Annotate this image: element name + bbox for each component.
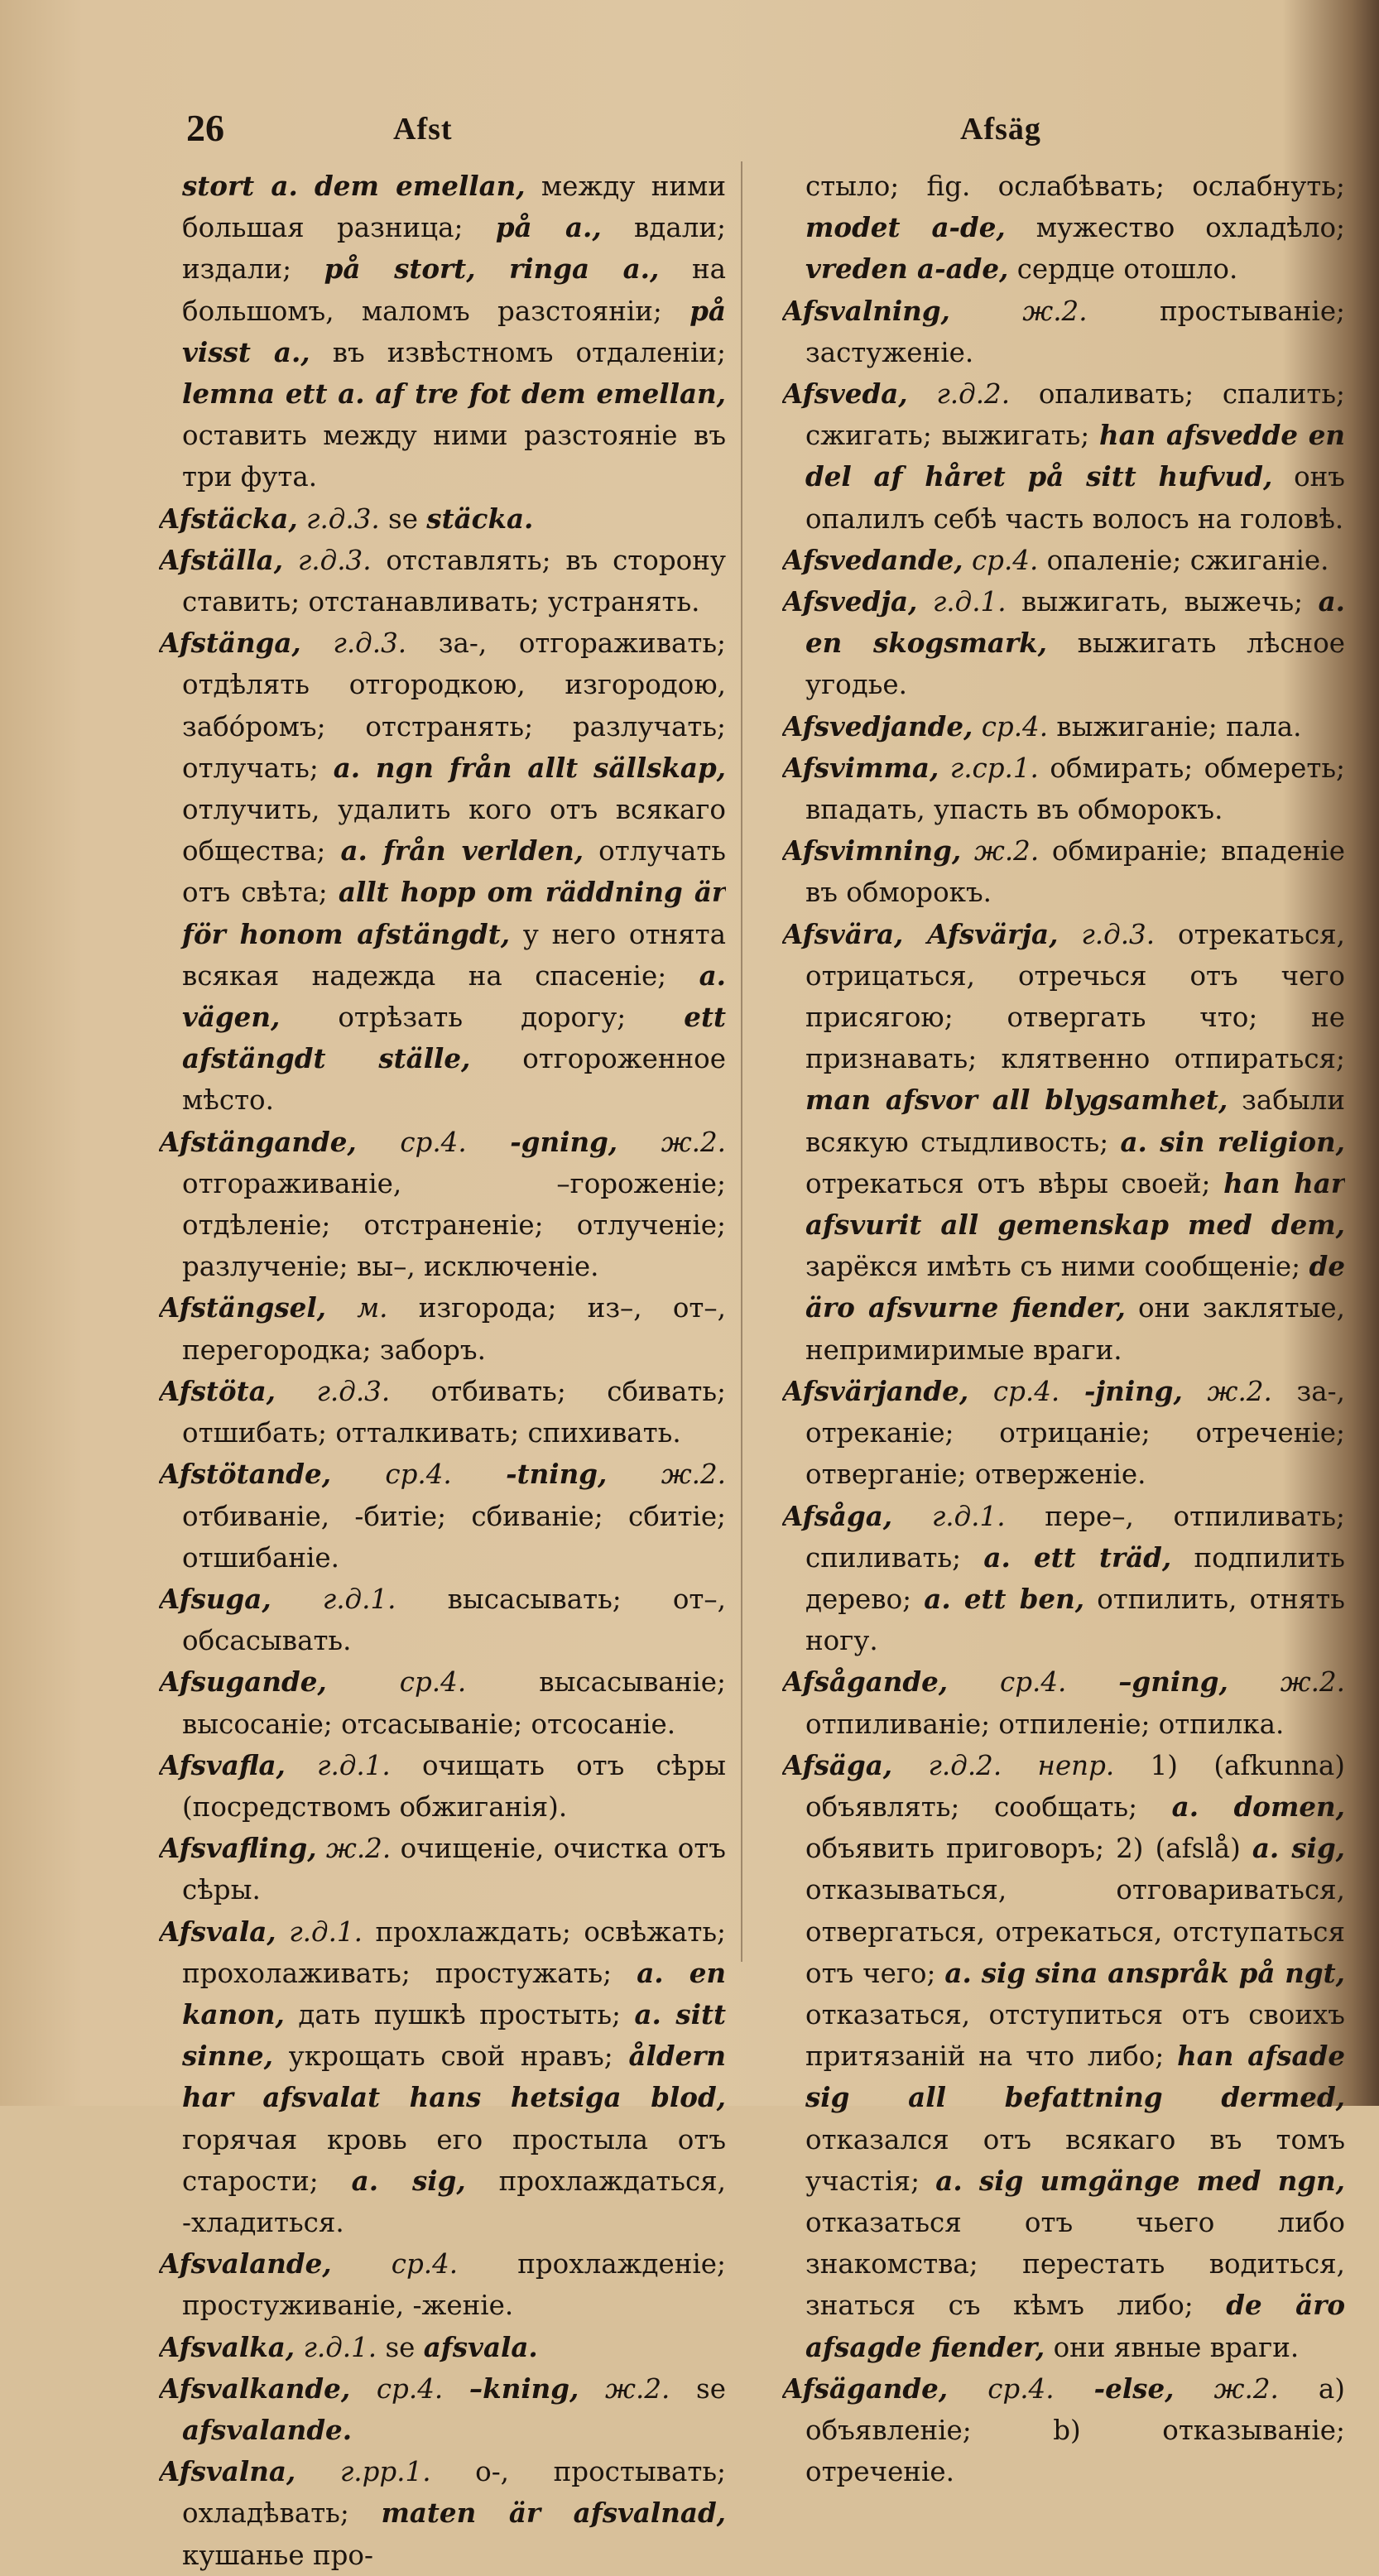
dictionary-entry	[159, 1371, 726, 1454]
russian-translation	[443, 2373, 469, 2405]
swedish-example: han har afsvurit all gemenskap med dem,	[805, 1166, 1345, 1242]
headword: Afstäcka,	[159, 502, 298, 535]
russian-translation: дать пушкѣ простыть;	[284, 1998, 635, 2031]
swedish-example: a. ngn från allt sällskap,	[333, 751, 726, 784]
headword: Afsuga,	[159, 1582, 271, 1615]
russian-translation: отлучать отъ свѣта;	[182, 835, 726, 909]
russian-translation: опаленіе; сжиганіе.	[1038, 544, 1329, 576]
headword: Afstängsel,	[159, 1291, 326, 1324]
headword: Afstötande,	[159, 1458, 332, 1491]
russian-translation: отказаться, отступиться отъ своихъ притязаній на что либо;	[805, 1998, 1345, 2073]
grammar-label: ср.4.	[350, 2372, 444, 2405]
grammar-label: ср.4.	[331, 2248, 459, 2280]
russian-translation: se	[670, 2372, 726, 2405]
russian-translation: отказаться отъ чьего либо знакомства; перестать водиться, знаться съ кѣмъ либо;	[805, 2206, 1345, 2322]
russian-translation: очищеніе, очистка отъ сѣры.	[182, 1833, 726, 1906]
russian-translation: за-, отреканіе; отрицаніе; отреченіе; отверганіе; отверженіе.	[805, 1375, 1345, 1491]
headword: Afsägande,	[782, 2372, 949, 2405]
russian-translation: se	[379, 502, 427, 535]
grammar-label: ср.4.	[356, 1126, 467, 1158]
grammar-label: ж.2.	[316, 1833, 392, 1865]
dictionary-entry	[782, 291, 1345, 373]
dictionary-entry	[159, 1745, 726, 1828]
grammar-label: ср.4.	[973, 710, 1049, 743]
russian-translation: отбивать; сбивать; отшибать; отталкивать; спихивать.	[182, 1375, 726, 1449]
swedish-example: a. domen,	[1171, 1790, 1345, 1823]
swedish-example: –gning,	[1118, 1665, 1228, 1699]
swedish-example: modet a-de,	[805, 211, 1006, 244]
headword: Afsvedjande,	[782, 709, 973, 743]
grammar-label: г.д.1.	[276, 1915, 363, 1948]
dictionary-entry	[782, 1745, 1345, 2368]
headword: Afsvalka,	[159, 2330, 296, 2363]
headword: Afsåga,	[782, 1499, 893, 1532]
dictionary-entry	[159, 498, 726, 540]
russian-translation: въ извѣстномъ отдаленіи;	[310, 336, 726, 368]
dictionary-entry	[782, 1496, 1345, 1662]
swedish-example: stort a. dem emellan,	[182, 170, 526, 202]
dictionary-entry	[782, 1661, 1345, 1744]
grammar-label: г.д.3.	[276, 1375, 391, 1407]
swedish-example: afsvala.	[423, 2330, 538, 2363]
grammar-label: м.	[325, 1292, 388, 1324]
headword: Afsågande,	[782, 1665, 949, 1699]
column-divider	[741, 161, 742, 1962]
headword: Afsvära, Afsvärja,	[782, 917, 1059, 950]
russian-translation	[467, 1127, 511, 1158]
swedish-example: a. ett ben,	[924, 1582, 1085, 1615]
grammar-label: ж.2.	[579, 2372, 670, 2405]
grammar-label: ж.2.	[617, 1126, 726, 1158]
grammar-label: г.д.1.	[285, 1749, 391, 1781]
page-number: 26	[186, 107, 224, 149]
russian-translation: вдали; издали;	[182, 212, 726, 286]
russian-translation: изгорода; из–, от–, перегородка; заборъ.	[182, 1292, 726, 1366]
russian-translation: сердце отошло.	[1008, 253, 1238, 286]
russian-translation: кушанье про-	[182, 2539, 373, 2571]
swedish-example: ett afstängdt ställe,	[182, 1001, 726, 1075]
grammar-label: г.рр.1.	[296, 2456, 431, 2488]
russian-translation: обмирать; обмереть; впадать, упасть въ обморокъ.	[805, 752, 1345, 826]
grammar-label: ж.2.	[607, 1459, 726, 1491]
dictionary-entry	[159, 622, 726, 1121]
swedish-example: -gning,	[510, 1125, 618, 1158]
russian-translation: отбиваніе, -битіе; сбиваніе; сбитіе; отшибаніе.	[182, 1500, 726, 1574]
grammar-label: ср.4.	[948, 2372, 1055, 2405]
headword: Afsvalande,	[159, 2247, 332, 2280]
russian-translation: выжигать лѣсное угодье.	[805, 627, 1345, 701]
swedish-example: a. från verlden,	[340, 834, 584, 867]
headword: Afstöta,	[159, 1374, 276, 1407]
grammar-label: ср.4.	[326, 1666, 467, 1699]
entry-continuation	[159, 166, 726, 498]
headword: Afsvimma,	[782, 751, 939, 784]
swedish-example: -jning,	[1084, 1374, 1183, 1407]
grammar-label: ср.4.	[331, 1459, 452, 1491]
dictionary-entry	[159, 2368, 726, 2451]
right-column	[782, 166, 1345, 2492]
dictionary-entry	[782, 540, 1345, 581]
grammar-label: ср.4.	[968, 1375, 1060, 1407]
swedish-example: på stort, ringa a.,	[324, 252, 660, 286]
swedish-example: de äro afsagde fiender,	[805, 2289, 1345, 2363]
dictionary-entry	[782, 1371, 1345, 1496]
swedish-example: han afsvedde en del af håret på sitt hufvud,	[805, 419, 1345, 493]
russian-translation: за-, отгораживать; отдѣлять отгородкою, изгородою, забо́ромъ; отстранять; разлучать; отлучать;	[182, 627, 726, 784]
russian-translation: отпилить, отнять ногу.	[805, 1583, 1345, 1657]
russian-translation	[452, 1459, 506, 1490]
russian-translation: отказываться, отговариваться, отвергаться, отрекаться, отступаться отъ чего;	[805, 1874, 1345, 1989]
dictionary-entry	[782, 914, 1345, 1371]
dictionary-entry	[782, 706, 1345, 747]
headword: Afsvafla,	[159, 1748, 286, 1781]
russian-translation: очищать отъ сѣры (посредствомъ обжиганія).	[182, 1749, 726, 1823]
russian-translation	[1059, 1376, 1084, 1407]
swedish-example: a. en skogsmark,	[805, 585, 1345, 660]
headword: Afsvimning,	[782, 834, 962, 867]
dictionary-entry	[159, 1579, 726, 1661]
dictionary-entry	[159, 1661, 726, 1744]
russian-translation: прохлаждать; освѣжать; прохолаживать; простужать;	[182, 1915, 726, 1989]
headword: Afstängande,	[159, 1125, 357, 1158]
swedish-example: maten är afsvalnad,	[381, 2497, 726, 2530]
left-column	[159, 166, 726, 2576]
russian-translation: прохлаждаться, -хладиться.	[182, 2165, 726, 2238]
russian-translation: выжигать, выжечь;	[1006, 586, 1319, 618]
grammar-label: г.д.1.	[892, 1500, 1006, 1532]
russian-translation	[1055, 2373, 1094, 2405]
dictionary-entry	[782, 2368, 1345, 2493]
dictionary-entry	[159, 2451, 726, 2576]
swedish-example: man afsvor all blygsamhet,	[805, 1084, 1228, 1117]
russian-translation: подпилить дерево;	[805, 1541, 1345, 1615]
russian-translation: se	[377, 2331, 424, 2363]
dictionary-entry	[159, 1122, 726, 1288]
grammar-label: г.д.3.	[1058, 918, 1156, 950]
russian-translation: отлучить, удалить кого отъ всякаго общества;	[182, 794, 726, 867]
grammar-label: ж.2.	[961, 835, 1040, 867]
dictionary-entry	[782, 747, 1345, 830]
entry-continuation	[782, 166, 1345, 291]
russian-translation: у него отнята всякая надежда на спасеніе;	[182, 918, 726, 992]
swedish-example: a. sig umgänge med ngn,	[935, 2164, 1345, 2197]
headword: Afsvedja,	[782, 585, 918, 618]
grammar-label: г.д.3.	[283, 544, 372, 576]
grammar-label: г.д.2.	[907, 378, 1011, 411]
dictionary-entry	[159, 540, 726, 622]
grammar-label: г.д.3.	[297, 502, 380, 535]
grammar-label: ж.2.	[1228, 1666, 1345, 1699]
dictionary-entry	[159, 1911, 726, 2244]
headword: Afsäga,	[782, 1748, 893, 1781]
russian-translation: зарёкся имѣть съ ними сообщеніе;	[805, 1251, 1309, 1283]
swedish-example: –kning,	[468, 2372, 579, 2405]
swedish-example: a. sin religion,	[1120, 1125, 1345, 1158]
right-guide-word: Afsäg	[960, 112, 1041, 147]
headword: Afsugande,	[159, 1665, 327, 1699]
russian-translation: мужество охладѣло;	[1005, 212, 1345, 244]
swedish-example: åldern har afsvalat hans hetsiga blod,	[182, 2040, 726, 2114]
page-header	[186, 106, 1059, 156]
russian-translation: высасываніе; высосаніе; отсасываніе; отсосаніе.	[182, 1666, 726, 1740]
grammar-label: г.д.3.	[300, 627, 407, 660]
russian-translation: простываніе; застуженіе.	[805, 295, 1345, 368]
swedish-example: på a.,	[495, 211, 602, 244]
swedish-example: afsvalande.	[182, 2413, 353, 2446]
russian-translation: 1) (afkunna) объявлять; сообщать;	[805, 1749, 1345, 1823]
headword: Afsvärjande,	[782, 1374, 969, 1407]
russian-translation: отгороженное мѣсто.	[182, 1043, 726, 1117]
russian-translation: о-, простывать; охладѣвать;	[182, 2456, 726, 2530]
russian-translation: a) объявленіе; b) отказываніе; отреченіе.	[805, 2372, 1345, 2488]
swedish-example: allt hopp om räddning är för honom afstängdt,	[182, 876, 726, 950]
headword: Afsvala,	[159, 1915, 276, 1948]
russian-translation: между ними большая разница;	[182, 171, 726, 244]
dictionary-entry	[782, 830, 1345, 913]
grammar-label: ж.2.	[949, 295, 1088, 327]
swedish-example: a. sig,	[1252, 1832, 1345, 1865]
swedish-example: stäcka.	[426, 502, 534, 535]
grammar-label: г.д.1.	[295, 2331, 377, 2363]
russian-translation: выжиганіе; пала.	[1048, 710, 1302, 743]
dictionary-entry	[159, 1828, 726, 1910]
russian-translation: онъ опалилъ себѣ часть волосъ на головѣ.	[805, 461, 1345, 535]
swedish-example: a. sig sina anspråk på ngt,	[944, 1956, 1345, 1989]
russian-translation: стыло; fig. ослабѣвать; ослабнуть;	[805, 171, 1345, 202]
grammar-label: г.д.1.	[271, 1583, 396, 1615]
russian-translation: отрекаться отъ вѣры своей;	[805, 1167, 1224, 1199]
swedish-example: de äro afsvurne fiender,	[805, 1250, 1345, 1324]
russian-translation: оставить между ними разстояніе въ три фута.	[182, 420, 726, 493]
grammar-label: г.д.1.	[917, 586, 1007, 618]
headword: Afsvedande,	[782, 543, 963, 576]
dictionary-entry	[159, 2243, 726, 2326]
headword: Afstänga,	[159, 627, 301, 660]
headword: Afsvalkande,	[159, 2372, 351, 2405]
headword: Afsveda,	[782, 377, 908, 411]
russian-translation: высасывать; от–, обсасывать.	[182, 1583, 726, 1657]
dictionary-entry	[159, 1454, 726, 1579]
russian-translation: отставлять; въ сторону ставить; отстанавливать; устранять.	[182, 544, 726, 618]
swedish-example: vreden a-ade,	[805, 252, 1009, 286]
swedish-example: han afsade sig all befattning dermed,	[805, 2040, 1345, 2114]
russian-translation: опаливать; спалить; сжигать; выжигать;	[805, 378, 1345, 452]
russian-translation: отгораживаніе, –гороженіе; отдѣленіе; отстраненіе; отлученіе; разлученіе; вы–, исключеніе.	[182, 1167, 726, 1283]
headword: Afställa,	[159, 543, 284, 576]
swedish-example: -else,	[1093, 2372, 1175, 2405]
swedish-example: a. ett träd,	[983, 1540, 1172, 1574]
swedish-example: lemna ett a. af tre fot dem emellan,	[182, 377, 726, 411]
dictionary-entry	[159, 1287, 726, 1370]
russian-translation: пере–, отпиливать; спиливать;	[805, 1500, 1345, 1574]
swedish-example: a. en kanon,	[182, 1956, 726, 2031]
russian-translation: укрощать свой нравъ;	[272, 2040, 629, 2073]
russian-translation: горячая кровь его простыла отъ старости;	[182, 2123, 726, 2197]
grammar-label: ср.4.	[963, 544, 1039, 576]
russian-translation: объявить приговоръ; 2) (afslå)	[805, 1833, 1252, 1865]
dictionary-entry	[782, 373, 1345, 540]
grammar-label: ж.2.	[1174, 2372, 1279, 2405]
swedish-example: -tning,	[506, 1458, 608, 1491]
russian-translation: они явные враги.	[1045, 2331, 1300, 2363]
grammar-label: г.ср.1.	[939, 752, 1039, 784]
left-guide-word: Afst	[393, 112, 453, 147]
russian-translation: обмираніе; впаденіе въ обморокъ.	[805, 835, 1345, 909]
grammar-label: ср.4.	[948, 1666, 1067, 1699]
russian-translation: прохлажденіе; простуживаніе, -женіе.	[182, 2248, 726, 2322]
russian-translation: забыли всякую стыдливость;	[805, 1084, 1345, 1158]
swedish-example: på visst a.,	[182, 294, 726, 368]
russian-translation: отрекаться, отрицаться, отречься отъ чего присягою; отвергать что; не признавать; клятвенно отпираться;	[805, 918, 1345, 1075]
russian-translation	[1066, 1666, 1118, 1698]
dictionary-entry	[159, 2327, 726, 2368]
headword: Afsvafling,	[159, 1832, 317, 1865]
dictionary-entry	[782, 581, 1345, 706]
russian-translation: на большомъ, маломъ разстояніи;	[182, 253, 726, 327]
russian-translation: отрѣзать дорогу;	[280, 1002, 685, 1034]
russian-translation: отпиливаніе; отпиленіе; отпилка.	[805, 1708, 1285, 1740]
russian-translation: отказался отъ всякаго въ томъ участія;	[805, 2123, 1345, 2197]
swedish-example: a. sitt sinne,	[182, 1997, 726, 2073]
grammar-label: ж.2.	[1182, 1375, 1272, 1407]
headword: Afsvalna,	[159, 2455, 296, 2488]
swedish-example: a. vägen,	[182, 959, 726, 1034]
headword: Afsvalning,	[782, 294, 950, 327]
swedish-example: a. sig,	[351, 2164, 466, 2197]
russian-translation: они заклятые, непримиримые враги.	[805, 1292, 1345, 1366]
grammar-label: г.д.2. непр.	[892, 1749, 1115, 1781]
